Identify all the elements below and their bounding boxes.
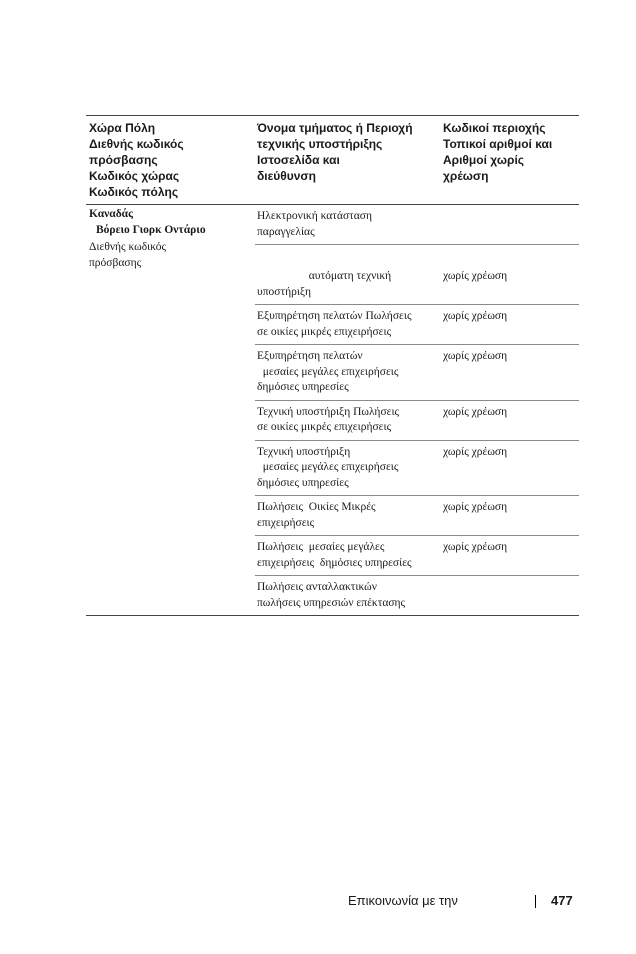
- city-name: Βόρειο Γιορκ Οντάριο: [96, 223, 206, 236]
- footer-divider: [535, 895, 536, 908]
- header-country-column: Χώρα Πόλη Διεθνής κωδικός πρόσβασης Κωδικός χώρας Κωδικός πόλης: [89, 121, 184, 199]
- page-number: 477: [551, 893, 573, 908]
- table-row: [255, 496, 579, 536]
- access-code-label: Διεθνής κωδικός: [89, 241, 167, 253]
- table-row: [255, 245, 579, 305]
- page-footer: [0, 893, 636, 911]
- number-cell: [441, 209, 579, 240]
- support-contacts-table: [86, 115, 579, 616]
- number-cell: χωρίς χρέωση: [443, 405, 508, 418]
- department-cell: αυτόματη τεχνική υποστήριξη: [257, 270, 392, 298]
- table-row: [255, 205, 579, 245]
- table-row: [255, 305, 579, 345]
- department-cell: Ηλεκτρονική κατάσταση παραγγελίας: [257, 210, 373, 238]
- department-cell: Τεχνική υποστήριξη μεσαίες μεγάλες επιχειρήσεις δημόσιες υπηρεσίες: [257, 445, 399, 489]
- number-cell: χωρίς χρέωση: [443, 445, 508, 458]
- number-cell: χωρίς χρέωση: [443, 270, 508, 282]
- table-row: [255, 441, 579, 497]
- department-rows: [255, 205, 579, 615]
- table-body: [86, 205, 579, 615]
- department-cell: Τεχνική υποστήριξη Πωλήσεις σε οικίες μικρές επιχειρήσεις: [257, 405, 400, 433]
- footer-section-title: Επικοινωνία με την: [348, 893, 458, 908]
- number-cell: χωρίς χρέωση: [443, 310, 508, 322]
- table-row: [255, 345, 579, 401]
- table-row: [255, 576, 579, 615]
- header-department-column: Όνομα τμήματος ή Περιοχή τεχνικής υποστήριξης Ιστοσελίδα και διεύθυνση: [257, 121, 413, 183]
- country-cell: [86, 205, 255, 615]
- number-cell: χωρίς χρέωση: [443, 350, 508, 362]
- table-row: [255, 401, 579, 441]
- department-cell: Πωλήσεις ανταλλακτικών πωλήσεις υπηρεσιών επέκτασης: [257, 581, 406, 609]
- access-code-label-2: πρόσβασης: [89, 256, 142, 269]
- department-cell: Πωλήσεις Οικίες Μικρές επιχειρήσεις: [257, 501, 376, 529]
- number-cell: χωρίς χρέωση: [443, 541, 508, 553]
- header-numbers-column: Κωδικοί περιοχής Τοπικοί αριθμοί και Αριθμοί χωρίς χρέωση: [443, 121, 553, 183]
- table-row: [255, 536, 579, 576]
- department-cell: Εξυπηρέτηση πελατών μεσαίες μεγάλες επιχειρήσεις δημόσιες υπηρεσίες: [257, 350, 399, 393]
- department-cell: Πωλήσεις μεσαίες μεγάλες επιχειρήσεις δημόσιες υπηρεσίες: [257, 541, 412, 569]
- number-cell: χωρίς χρέωση: [443, 501, 508, 513]
- country-name: Καναδάς: [89, 208, 133, 220]
- department-cell: Εξυπηρέτηση πελατών Πωλήσεις σε οικίες μικρές επιχειρήσεις: [257, 310, 412, 338]
- table-header: [86, 116, 579, 205]
- number-cell: [441, 580, 579, 611]
